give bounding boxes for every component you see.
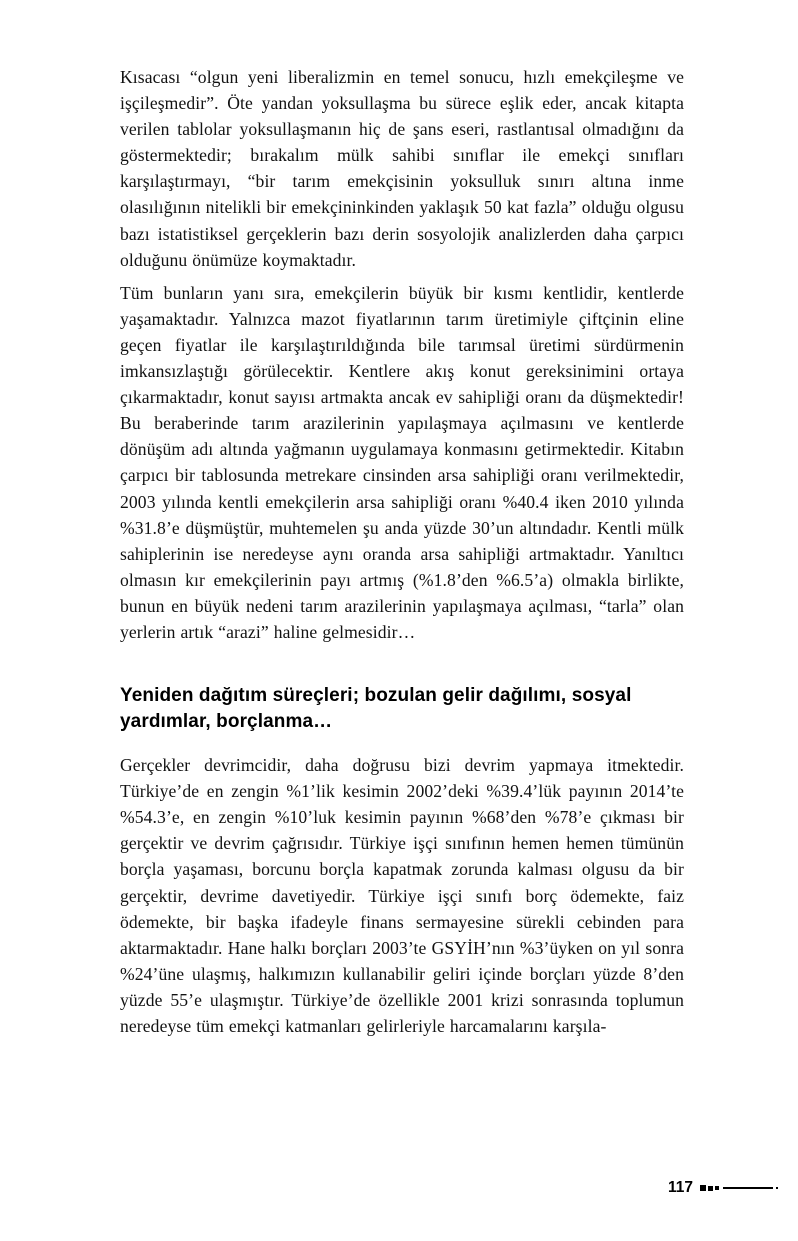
ornament-dot xyxy=(776,1187,778,1189)
book-page-text-block xyxy=(120,64,684,1046)
ornament-square xyxy=(700,1185,706,1191)
page-number: 117 xyxy=(667,1179,693,1196)
page-footer xyxy=(668,1179,778,1197)
paragraph: Gerçekler devrimcidir, daha doğrusu bizi devrim yapmaya itmektedir. Türkiye’de en zengin %1’lik kesimin 2002’deki %39.4’lük payının 2014’te %54.3’e, en zengin %10’luk kesimin payının %68’den %78’e çıkması bir gerçektir ve devrim çağrısıdır. Türkiye işçi sınıfının hemen hemen tümünün borçla yaşaması, borcunu borçla kapatmak zorunda kalması olgusu da bir gerçektir, devrime davetiyedir. Türkiye işçi sınıfı borç ödemekte, faiz ödemekte, bir başka ifadeyle finans sermayesine sürekli cebinden para aktarmaktadır. Hane halkı borçları 2003’te GSYİH’nın %3’üyken on yıl sonra %24’üne ulaşmış, halkımızın kullanabilir geliri içinde borçları yüzde 8’den yüzde 55’e ulaşmıştır. Türkiye’de özellikle 2001 krizi sonrasında toplumun neredeyse tüm emekçi katmanları gelirleriyle harcamalarını karşıla- xyxy=(120,755,684,1036)
paragraph: Kısacası “olgun yeni liberalizmin en temel sonucu, hızlı emekçileşme ve işçileşmedir”. Öte yandan yoksullaşma bu sürece eşlik eder, ancak kitapta verilen tablolar yoksullaşmanın hiç de şans eseri, rastlantısal olmadığını da göstermektedir; bırakalım mülk sahibi sınıflar ile emekçi sınıfları karşılaştırmayı, “bir tarım emekçisinin yoksulluk sınırı altına inme olasılığının nitelikli bir emekçininkinden yaklaşık 50 kat fazla” olduğu olgusu bazı istatistiksel gerçeklerin bazı derin sosyolojik analizlerden daha çarpıcı olduğunu önümüze koymaktadır. xyxy=(120,67,684,270)
section-heading: Yeniden dağıtım süreçleri; bozulan gelir dağılımı, sosyal yardımlar, borçlanma… xyxy=(120,685,632,732)
ornament-rule xyxy=(723,1187,773,1189)
ornament-square xyxy=(715,1186,719,1190)
footer-ornament-icon xyxy=(700,1185,778,1191)
ornament-square xyxy=(708,1186,713,1191)
paragraph: Tüm bunların yanı sıra, emekçilerin büyük bir kısmı kentlidir, kentlerde yaşamaktadır. Yalnızca mazot fiyatlarının tarım üretimiyle çiftçinin eline geçen fiyatlar ile karşılaştırıldığında bile tarımsal üretimi sürdürmenin imkansızlaştığı görülecektir. Kentlere akış konut gereksinimini ortaya çıkarmaktadır, konut sayısı artmakta ancak ev sahipliği oranı da düşmektedir! Bu beraberinde tarım arazilerinin yapılaşmaya açılmasını ve kentlerde dönüşüm adı altında yağmanın uygulamaya konmasını getirmektedir. Kitabın çarpıcı bir tablosunda metrekare cinsinden arsa sahipliği oranı verilmektedir, 2003 yılında kentli emekçilerin arsa sahipliği oranı %40.4 iken 2010 yılında %31.8’e düşmüştür, muhtemelen şu anda yüzde 30’un altındadır. Kentli mülk sahiplerinin ise neredeyse aynı oranda arsa sahipliği artmaktadır. Yanıltıcı olmasın kır emekçilerinin payı artmış (%1.8’den %6.5’a) olmakla birlikte, bunun en büyük nedeni tarım arazilerinin yapılaşmaya açılması, “tarla” olan yerlerin artık “arazi” haline gelmesidir… xyxy=(120,282,684,642)
